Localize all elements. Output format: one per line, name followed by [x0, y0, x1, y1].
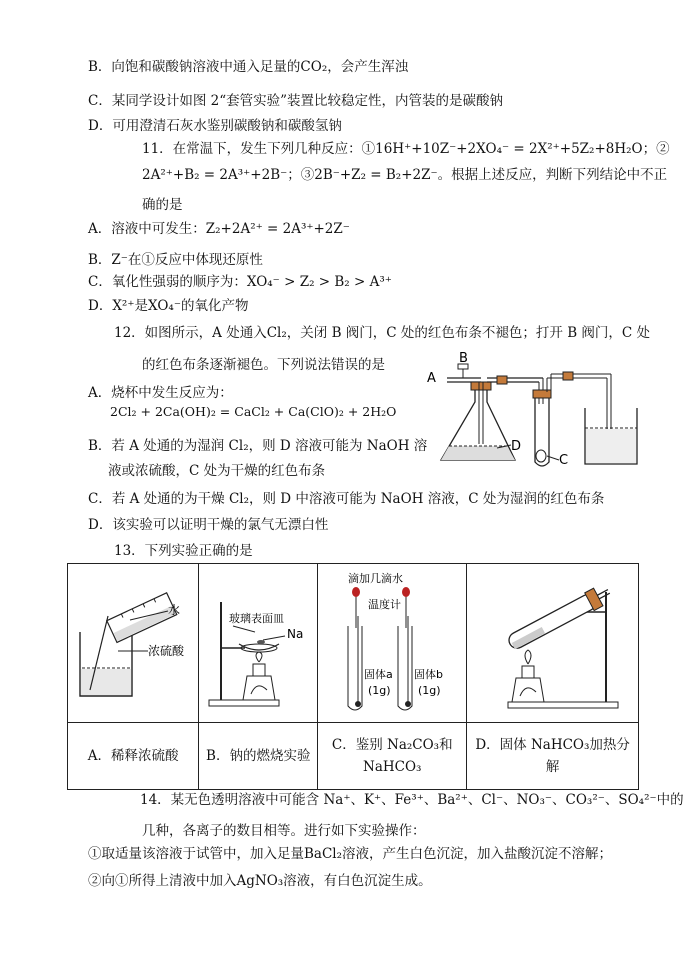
q11-option-d: D．X²⁺是XO₄⁻的氧化产物 — [88, 298, 249, 314]
water-label: 水 — [168, 603, 181, 617]
solid-a-mass: (1g) — [368, 684, 391, 697]
burn-sodium-figure — [199, 566, 317, 716]
q12-apparatus-figure — [425, 352, 645, 474]
q12-option-b-line1: B．若 A 处通的为湿润 Cl₂，则 D 溶液可能为 NaOH 溶 — [88, 438, 428, 454]
caption-c-line2: NaHCO₃ — [363, 759, 422, 775]
solid-b-label: 固体b — [414, 668, 444, 681]
na-label: Na — [287, 627, 304, 641]
q12-option-a: A．烧杯中发生反应为： — [88, 385, 233, 401]
caption-d-line2: 解 — [545, 759, 560, 775]
q13-table — [67, 563, 639, 790]
q12-option-d: D．该实验可以证明干燥的氯气无漂白性 — [88, 517, 329, 533]
pic-cell-d — [467, 564, 639, 723]
q14-step2: ②向①所得上清液中加入AgNO₃溶液，有白色沉淀生成。 — [88, 873, 432, 889]
label-c: C — [559, 453, 569, 468]
caption-d — [467, 723, 639, 790]
q12-stem-line1: 12．如图所示，A 处通入Cl₂，关闭 B 阀门，C 处的红色布条不褪色；打开 B 阀门，C 处 — [114, 325, 651, 341]
pic-cell-a — [68, 564, 199, 723]
q12-equation: 2Cl₂ + 2Ca(OH)₂ = CaCl₂ + Ca(ClO)₂ + 2H₂O — [110, 404, 397, 419]
pic-cell-c — [318, 564, 467, 723]
q12-option-b-line2: 液或浓硫酸，C 处为干燥的红色布条 — [108, 463, 326, 479]
heat-bicarbonate-figure — [468, 566, 638, 716]
q14-step1: ①取适量该溶液于试管中，加入足量BaCl₂溶液，产生白色沉淀，加入盐酸沉淀不溶解； — [88, 846, 613, 862]
label-d: D — [511, 439, 522, 454]
solid-a-label: 固体a — [364, 668, 393, 681]
q12-stem-line2: 的红色布条逐渐褪色。下列说法错误的是 — [142, 357, 385, 373]
q11-stem-line3: 确的是 — [142, 197, 183, 213]
dilute-acid-figure — [68, 566, 198, 716]
q13-stem: 13．下列实验正确的是 — [114, 543, 253, 559]
q14-stem-line1: 14．某无色透明溶液中可能含 Na⁺、K⁺、Fe³⁺、Ba²⁺、Cl⁻、NO₃⁻、CO₃²⁻、SO₄²⁻中的 — [140, 792, 684, 808]
pic-cell-b — [199, 564, 318, 723]
dish-label: 玻璃表面皿 — [229, 612, 285, 625]
caption-c — [318, 723, 467, 790]
q10-option-d: D．可用澄清石灰水鉴别碳酸钠和碳酸氢钠 — [88, 118, 342, 134]
drop-water-label: 滴加几滴水 — [348, 572, 404, 585]
identify-carbonate-figure — [318, 566, 466, 716]
label-a: A — [427, 371, 436, 386]
caption-c-line1: C．鉴别 Na₂CO₃和 — [331, 737, 453, 753]
q14-stem-line2: 几种，各离子的数目相等。进行如下实验操作： — [142, 823, 426, 839]
label-b: B — [459, 352, 468, 366]
thermometer-label: 温度计 — [368, 598, 402, 611]
q10-option-c: C．某同学设计如图 2“套管实验”装置比较稳定性，内管装的是碳酸钠 — [88, 93, 504, 109]
q11-option-c: C．氧化性强弱的顺序为：XO₄⁻ > Z₂ > B₂ > A³⁺ — [88, 274, 392, 290]
q10-option-b: B．向饱和碳酸钠溶液中通入足量的CO₂，会产生浑浊 — [88, 59, 409, 75]
q11-option-b: B．Z⁻在①反应中体现还原性 — [88, 252, 263, 268]
q11-option-a: A．溶液中可发生：Z₂+2A²⁺ = 2A³⁺+2Z⁻ — [88, 221, 350, 237]
acid-label: 浓硫酸 — [148, 644, 185, 658]
q11-stem-line2: 2A²⁺+B₂ = 2A³⁺+2B⁻；③2B⁻+Z₂ = B₂+2Z⁻。根据上述反应，判断下列结论中不正 — [142, 167, 668, 183]
caption-a: A．稀释浓硫酸 — [68, 723, 199, 790]
caption-d-line1: D．固体 NaHCO₃加热分 — [475, 737, 630, 753]
caption-b: B．钠的燃烧实验 — [199, 723, 318, 790]
q11-stem-line1: 11．在常温下，发生下列几种反应：①16H⁺+10Z⁻+2XO₄⁻ = 2X²⁺+5Z₂+8H₂O；② — [142, 141, 670, 157]
q12-option-c: C．若 A 处通的为干燥 Cl₂，则 D 中溶液可能为 NaOH 溶液，C 处为湿润的红色布条 — [88, 491, 605, 507]
solid-b-mass: (1g) — [418, 684, 441, 697]
